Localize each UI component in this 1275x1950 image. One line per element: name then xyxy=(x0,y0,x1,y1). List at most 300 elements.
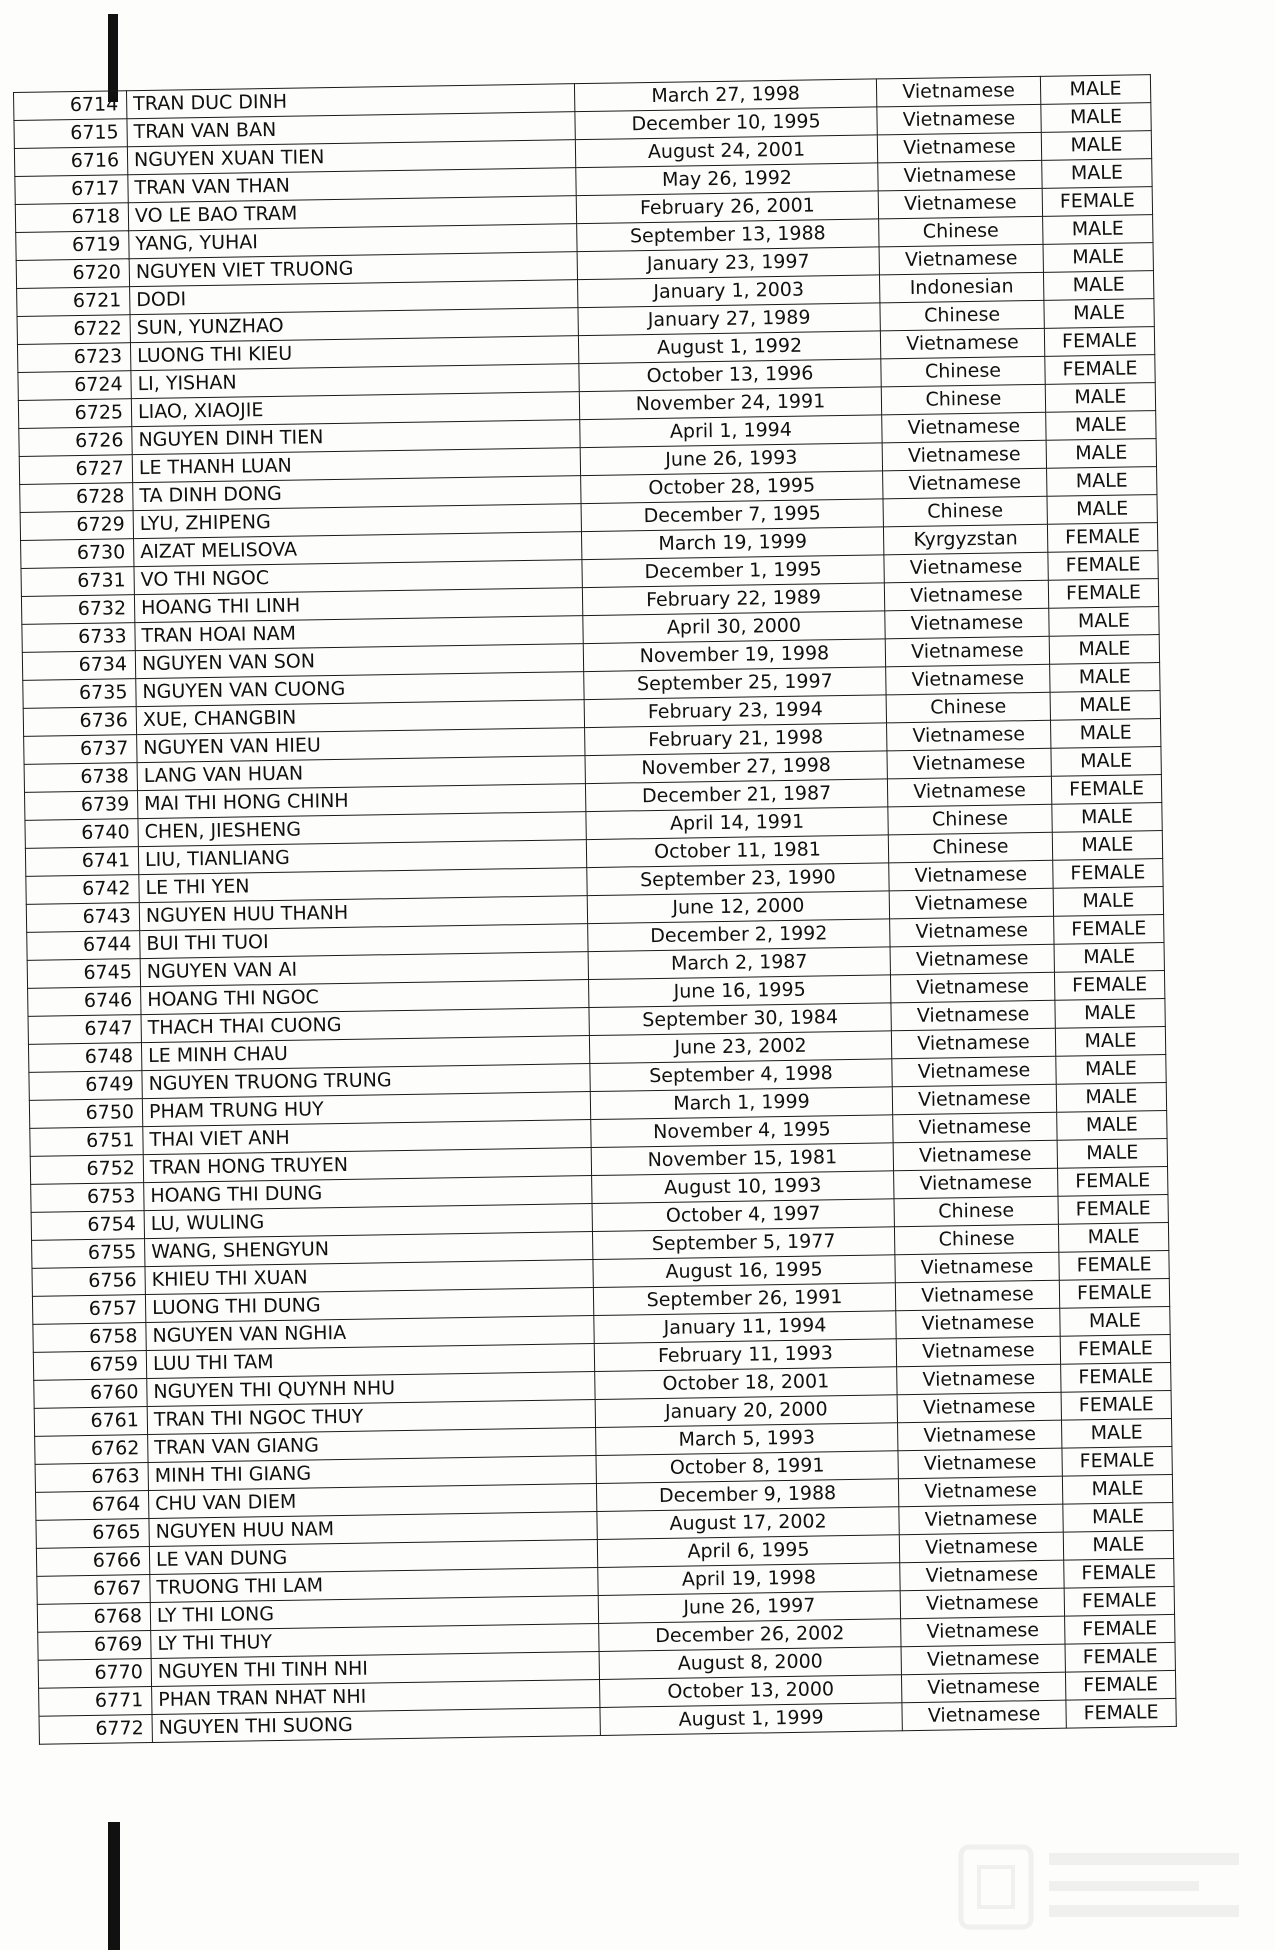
row-sex: MALE xyxy=(1061,1418,1171,1448)
row-nationality: Chinese xyxy=(888,832,1052,863)
row-sex: FEMALE xyxy=(1054,915,1164,945)
row-nationality: Vietnamese xyxy=(900,1588,1064,1619)
row-date-of-birth: March 19, 1999 xyxy=(581,527,883,560)
row-id: 6757 xyxy=(32,1295,145,1325)
row-nationality: Vietnamese xyxy=(900,1560,1064,1591)
row-sex: FEMALE xyxy=(1059,1250,1169,1280)
row-sex: MALE xyxy=(1047,495,1157,525)
row-name: LYU, ZHIPENG xyxy=(133,504,581,539)
row-date-of-birth: August 17, 2002 xyxy=(597,1507,899,1540)
row-nationality: Chinese xyxy=(894,1196,1058,1227)
row-date-of-birth: June 12, 2000 xyxy=(587,891,889,924)
row-date-of-birth: August 10, 1993 xyxy=(592,1171,894,1204)
row-name: TRUONG THI LAM xyxy=(150,1567,598,1602)
row-name: VO LE BAO TRAM xyxy=(128,196,576,231)
row-id: 6729 xyxy=(20,511,133,541)
row-sex: FEMALE xyxy=(1059,1278,1169,1308)
row-nationality: Vietnamese xyxy=(876,76,1040,107)
row-name: LUONG THI DUNG xyxy=(145,1288,593,1323)
row-name: NGUYEN VIET TRUONG xyxy=(129,252,577,287)
row-name: LY THI THUY xyxy=(151,1623,599,1658)
row-name: TRAN DUC DINH xyxy=(126,84,574,119)
row-id: 6726 xyxy=(19,427,132,457)
row-id: 6755 xyxy=(32,1239,145,1269)
row-nationality: Vietnamese xyxy=(896,1308,1060,1339)
row-nationality: Chinese xyxy=(883,496,1047,527)
row-date-of-birth: November 24, 1991 xyxy=(579,387,881,420)
row-name: NGUYEN DINH TIEN xyxy=(132,420,580,455)
row-name: TRAN VAN THAN xyxy=(128,168,576,203)
row-sex: FEMALE xyxy=(1064,1558,1174,1588)
row-date-of-birth: November 4, 1995 xyxy=(591,1115,893,1148)
row-nationality: Vietnamese xyxy=(898,1476,1062,1507)
row-name: XUE, CHANGBIN xyxy=(136,700,584,735)
row-sex: FEMALE xyxy=(1054,971,1164,1001)
row-date-of-birth: March 27, 1998 xyxy=(574,79,876,112)
row-nationality: Vietnamese xyxy=(891,1028,1055,1059)
row-nationality: Vietnamese xyxy=(901,1672,1065,1703)
row-nationality: Chinese xyxy=(886,692,1050,723)
row-sex: MALE xyxy=(1060,1306,1170,1336)
row-name: LUU THI TAM xyxy=(146,1344,594,1379)
row-id: 6725 xyxy=(18,399,131,429)
passenger-list-body xyxy=(14,75,1177,1745)
row-name: THACH THAI CUONG xyxy=(141,1008,589,1043)
row-sex: MALE xyxy=(1052,831,1162,861)
row-nationality: Vietnamese xyxy=(885,608,1049,639)
row-date-of-birth: September 26, 1991 xyxy=(593,1283,895,1316)
row-id: 6772 xyxy=(39,1715,152,1745)
row-name: LUONG THI KIEU xyxy=(130,336,578,371)
row-name: MINH THI GIANG xyxy=(148,1456,596,1491)
row-name: NGUYEN TRUONG TRUNG xyxy=(142,1064,590,1099)
row-nationality: Vietnamese xyxy=(901,1616,1065,1647)
row-date-of-birth: June 26, 1997 xyxy=(598,1591,900,1624)
row-date-of-birth: September 30, 1984 xyxy=(589,1003,891,1036)
row-sex: FEMALE xyxy=(1053,859,1163,889)
row-nationality: Vietnamese xyxy=(878,188,1042,219)
row-id: 6730 xyxy=(21,539,134,569)
row-name: HOANG THI DUNG xyxy=(144,1176,592,1211)
row-nationality: Vietnamese xyxy=(879,244,1043,275)
row-name: TRAN VAN GIANG xyxy=(148,1428,596,1463)
row-date-of-birth: October 4, 1997 xyxy=(592,1199,894,1232)
row-name: NGUYEN XUAN TIEN xyxy=(127,140,575,175)
row-name: NGUYEN THI TINH NHI xyxy=(151,1651,599,1686)
row-nationality: Vietnamese xyxy=(899,1532,1063,1563)
row-name: HOANG THI LINH xyxy=(134,588,582,623)
row-nationality: Vietnamese xyxy=(897,1392,1061,1423)
row-name: LE MINH CHAU xyxy=(141,1036,589,1071)
row-date-of-birth: June 16, 1995 xyxy=(589,975,891,1008)
row-date-of-birth: November 27, 1998 xyxy=(585,751,887,784)
row-sex: MALE xyxy=(1058,1222,1168,1252)
row-nationality: Vietnamese xyxy=(890,916,1054,947)
row-sex: MALE xyxy=(1057,1139,1167,1169)
row-name: DODI xyxy=(130,280,578,315)
row-sex: MALE xyxy=(1047,467,1157,497)
row-name: VO THI NGOC xyxy=(134,560,582,595)
row-nationality: Vietnamese xyxy=(889,860,1053,891)
row-name: NGUYEN VAN AI xyxy=(140,952,588,987)
row-date-of-birth: May 26, 1992 xyxy=(576,163,878,196)
row-name: PHAM TRUNG HUY xyxy=(142,1092,590,1127)
row-date-of-birth: August 24, 2001 xyxy=(575,135,877,168)
row-nationality: Vietnamese xyxy=(898,1420,1062,1451)
row-id: 6737 xyxy=(24,735,137,765)
row-name: TA DINH DONG xyxy=(133,476,581,511)
row-name: CHU VAN DIEM xyxy=(148,1484,596,1519)
row-name: LE THANH LUAN xyxy=(132,448,580,483)
row-date-of-birth: December 21, 1987 xyxy=(585,779,887,812)
row-sex: MALE xyxy=(1057,1111,1167,1141)
row-date-of-birth: August 1, 1992 xyxy=(578,331,880,364)
row-sex: FEMALE xyxy=(1058,1194,1168,1224)
row-date-of-birth: October 13, 2000 xyxy=(600,1675,902,1708)
row-nationality: Vietnamese xyxy=(877,132,1041,163)
row-nationality: Chinese xyxy=(880,300,1044,331)
row-id: 6747 xyxy=(28,1015,141,1045)
row-id: 6769 xyxy=(38,1631,151,1661)
row-name: LY THI LONG xyxy=(150,1595,598,1630)
row-id: 6715 xyxy=(14,119,127,149)
row-id: 6742 xyxy=(26,875,139,905)
row-sex: FEMALE xyxy=(1044,327,1154,357)
row-date-of-birth: October 8, 1991 xyxy=(596,1451,898,1484)
row-id: 6720 xyxy=(16,259,129,289)
row-nationality: Vietnamese xyxy=(887,776,1051,807)
row-date-of-birth: February 23, 1994 xyxy=(584,695,886,728)
row-date-of-birth: April 14, 1991 xyxy=(586,807,888,840)
row-id: 6762 xyxy=(35,1435,148,1465)
row-sex: MALE xyxy=(1040,75,1150,105)
row-nationality: Vietnamese xyxy=(901,1644,1065,1675)
row-id: 6714 xyxy=(14,91,127,121)
row-sex: FEMALE xyxy=(1065,1670,1175,1700)
row-id: 6719 xyxy=(16,231,129,261)
row-id: 6750 xyxy=(29,1099,142,1129)
row-nationality: Vietnamese xyxy=(885,636,1049,667)
row-date-of-birth: October 13, 1996 xyxy=(579,359,881,392)
row-date-of-birth: February 26, 2001 xyxy=(576,191,878,224)
row-sex: FEMALE xyxy=(1045,355,1155,385)
row-nationality: Vietnamese xyxy=(887,748,1051,779)
row-id: 6735 xyxy=(23,679,136,709)
row-id: 6724 xyxy=(18,371,131,401)
row-nationality: Vietnamese xyxy=(892,1084,1056,1115)
row-date-of-birth: June 23, 2002 xyxy=(589,1031,891,1064)
row-id: 6741 xyxy=(25,847,138,877)
row-id: 6736 xyxy=(23,707,136,737)
row-date-of-birth: October 11, 1981 xyxy=(586,835,888,868)
row-sex: MALE xyxy=(1052,803,1162,833)
row-date-of-birth: February 21, 1998 xyxy=(585,723,887,756)
row-nationality: Indonesian xyxy=(879,272,1043,303)
row-sex: MALE xyxy=(1054,943,1164,973)
scan-margin-mark-bottom xyxy=(108,1822,120,1950)
row-sex: MALE xyxy=(1045,383,1155,413)
row-id: 6754 xyxy=(31,1211,144,1241)
row-nationality: Chinese xyxy=(894,1224,1058,1255)
row-id: 6764 xyxy=(35,1491,148,1521)
row-sex: MALE xyxy=(1044,299,1154,329)
row-nationality: Vietnamese xyxy=(886,664,1050,695)
row-id: 6748 xyxy=(28,1043,141,1073)
row-sex: FEMALE xyxy=(1047,523,1157,553)
row-date-of-birth: January 23, 1997 xyxy=(577,247,879,280)
row-nationality: Vietnamese xyxy=(894,1168,1058,1199)
row-nationality: Vietnamese xyxy=(890,944,1054,975)
row-nationality: Vietnamese xyxy=(893,1140,1057,1171)
row-id: 6734 xyxy=(22,651,135,681)
row-date-of-birth: September 4, 1998 xyxy=(590,1059,892,1092)
row-date-of-birth: January 27, 1989 xyxy=(578,303,880,336)
row-date-of-birth: October 28, 1995 xyxy=(581,471,883,504)
row-sex: MALE xyxy=(1055,999,1165,1029)
row-id: 6721 xyxy=(17,287,130,317)
row-date-of-birth: December 10, 1995 xyxy=(575,107,877,140)
row-name: YANG, YUHAI xyxy=(129,224,577,259)
row-date-of-birth: December 7, 1995 xyxy=(581,499,883,532)
row-date-of-birth: September 23, 1990 xyxy=(587,863,889,896)
row-sex: FEMALE xyxy=(1062,1446,1172,1476)
row-nationality: Vietnamese xyxy=(891,1000,1055,1031)
row-sex: MALE xyxy=(1043,243,1153,273)
row-name: NGUYEN VAN SON xyxy=(135,644,583,679)
row-id: 6744 xyxy=(27,931,140,961)
row-nationality: Chinese xyxy=(881,356,1045,387)
row-sex: MALE xyxy=(1050,719,1160,749)
row-name: LIU, TIANLIANG xyxy=(138,840,586,875)
row-date-of-birth: December 2, 1992 xyxy=(588,919,890,952)
row-sex: MALE xyxy=(1050,691,1160,721)
row-date-of-birth: September 13, 1988 xyxy=(577,219,879,252)
row-sex: MALE xyxy=(1041,103,1151,133)
row-id: 6758 xyxy=(33,1323,146,1353)
row-sex: FEMALE xyxy=(1048,579,1158,609)
row-date-of-birth: April 6, 1995 xyxy=(597,1535,899,1568)
row-id: 6731 xyxy=(21,567,134,597)
row-name: LIAO, XIAOJIE xyxy=(131,392,579,427)
row-nationality: Vietnamese xyxy=(899,1504,1063,1535)
row-id: 6767 xyxy=(37,1575,150,1605)
row-name: MAI THI HONG CHINH xyxy=(137,784,585,819)
row-date-of-birth: April 1, 1994 xyxy=(580,415,882,448)
row-id: 6739 xyxy=(25,791,138,821)
row-date-of-birth: December 1, 1995 xyxy=(582,555,884,588)
row-date-of-birth: April 19, 1998 xyxy=(598,1563,900,1596)
row-sex: MALE xyxy=(1050,663,1160,693)
row-sex: MALE xyxy=(1051,747,1161,777)
row-id: 6765 xyxy=(36,1519,149,1549)
row-name: TRAN HOAI NAM xyxy=(135,616,583,651)
row-name: LE VAN DUNG xyxy=(149,1540,597,1575)
row-sex: FEMALE xyxy=(1065,1614,1175,1644)
row-name: THAI VIET ANH xyxy=(143,1120,591,1155)
row-date-of-birth: November 19, 1998 xyxy=(583,639,885,672)
row-nationality: Vietnamese xyxy=(883,468,1047,499)
scan-margin-mark-top xyxy=(108,14,118,102)
row-date-of-birth: December 26, 2002 xyxy=(599,1619,901,1652)
row-sex: MALE xyxy=(1042,159,1152,189)
row-id: 6760 xyxy=(34,1379,147,1409)
row-name: TRAN VAN BAN xyxy=(127,112,575,147)
row-sex: FEMALE xyxy=(1066,1698,1176,1728)
row-id: 6761 xyxy=(34,1407,147,1437)
row-id: 6753 xyxy=(31,1183,144,1213)
row-sex: MALE xyxy=(1056,1055,1166,1085)
row-id: 6728 xyxy=(20,483,133,513)
row-sex: MALE xyxy=(1043,271,1153,301)
row-nationality: Vietnamese xyxy=(880,328,1044,359)
row-id: 6746 xyxy=(28,987,141,1017)
row-sex: MALE xyxy=(1056,1083,1166,1113)
row-name: CHEN, JIESHENG xyxy=(138,812,586,847)
row-id: 6763 xyxy=(35,1463,148,1493)
row-sex: MALE xyxy=(1041,131,1151,161)
row-nationality: Vietnamese xyxy=(892,1056,1056,1087)
row-id: 6723 xyxy=(17,343,130,373)
row-nationality: Vietnamese xyxy=(882,440,1046,471)
row-id: 6745 xyxy=(27,959,140,989)
row-sex: MALE xyxy=(1063,1502,1173,1532)
row-sex: MALE xyxy=(1063,1530,1173,1560)
row-id: 6756 xyxy=(32,1267,145,1297)
row-name: LU, WULING xyxy=(144,1204,592,1239)
row-name: BUI THI TUOI xyxy=(140,924,588,959)
row-nationality: Vietnamese xyxy=(887,720,1051,751)
row-date-of-birth: April 30, 2000 xyxy=(583,611,885,644)
row-nationality: Vietnamese xyxy=(893,1112,1057,1143)
row-sex: MALE xyxy=(1053,887,1163,917)
row-name: SUN, YUNZHAO xyxy=(130,308,578,343)
row-date-of-birth: September 5, 1977 xyxy=(592,1227,894,1260)
row-nationality: Vietnamese xyxy=(896,1336,1060,1367)
row-sex: MALE xyxy=(1062,1474,1172,1504)
row-sex: MALE xyxy=(1049,635,1159,665)
row-nationality: Vietnamese xyxy=(884,580,1048,611)
row-name: NGUYEN THI SUONG xyxy=(152,1707,600,1742)
row-nationality: Vietnamese xyxy=(878,160,1042,191)
row-id: 6732 xyxy=(21,595,134,625)
row-nationality: Vietnamese xyxy=(889,888,1053,919)
row-nationality: Vietnamese xyxy=(882,412,1046,443)
row-name: AIZAT MELISOVA xyxy=(134,532,582,567)
row-name: NGUYEN HUU THANH xyxy=(139,896,587,931)
row-id: 6766 xyxy=(36,1547,149,1577)
row-name: LANG VAN HUAN xyxy=(137,756,585,791)
row-sex: FEMALE xyxy=(1058,1166,1168,1196)
row-date-of-birth: March 2, 1987 xyxy=(588,947,890,980)
row-sex: FEMALE xyxy=(1042,187,1152,217)
row-name: LE THI YEN xyxy=(139,868,587,903)
row-nationality: Vietnamese xyxy=(890,972,1054,1003)
row-id: 6771 xyxy=(39,1687,152,1717)
row-sex: FEMALE xyxy=(1065,1642,1175,1672)
row-date-of-birth: January 11, 1994 xyxy=(594,1311,896,1344)
row-nationality: Vietnamese xyxy=(895,1252,1059,1283)
row-date-of-birth: March 5, 1993 xyxy=(596,1423,898,1456)
row-sex: FEMALE xyxy=(1061,1390,1171,1420)
row-name: NGUYEN HUU NAM xyxy=(149,1512,597,1547)
row-name: TRAN HONG TRUYEN xyxy=(143,1148,591,1183)
row-sex: MALE xyxy=(1046,439,1156,469)
row-date-of-birth: March 1, 1999 xyxy=(590,1087,892,1120)
row-date-of-birth: August 8, 2000 xyxy=(599,1647,901,1680)
row-sex: MALE xyxy=(1055,1027,1165,1057)
row-date-of-birth: December 9, 1988 xyxy=(596,1479,898,1512)
row-sex: MALE xyxy=(1046,411,1156,441)
row-name: NGUYEN VAN HIEU xyxy=(137,728,585,763)
passenger-list-table xyxy=(13,74,1177,1745)
row-nationality: Chinese xyxy=(888,804,1052,835)
row-name: KHIEU THI XUAN xyxy=(145,1260,593,1295)
row-id: 6717 xyxy=(15,175,128,205)
row-id: 6743 xyxy=(26,903,139,933)
row-sex: MALE xyxy=(1043,215,1153,245)
row-name: LI, YISHAN xyxy=(131,364,579,399)
row-nationality: Chinese xyxy=(879,216,1043,247)
row-id: 6722 xyxy=(17,315,130,345)
row-nationality: Vietnamese xyxy=(897,1364,1061,1395)
row-id: 6718 xyxy=(15,203,128,233)
row-date-of-birth: June 26, 1993 xyxy=(580,443,882,476)
row-name: WANG, SHENGYUN xyxy=(145,1232,593,1267)
row-date-of-birth: January 1, 2003 xyxy=(578,275,880,308)
row-id: 6752 xyxy=(30,1155,143,1185)
row-sex: FEMALE xyxy=(1048,551,1158,581)
row-sex: MALE xyxy=(1049,607,1159,637)
row-date-of-birth: January 20, 2000 xyxy=(595,1395,897,1428)
row-id: 6727 xyxy=(19,455,132,485)
row-name: NGUYEN THI QUYNH NHU xyxy=(147,1372,595,1407)
row-date-of-birth: October 18, 2001 xyxy=(595,1367,897,1400)
row-date-of-birth: September 25, 1997 xyxy=(584,667,886,700)
row-id: 6738 xyxy=(24,763,137,793)
row-id: 6768 xyxy=(37,1603,150,1633)
row-id: 6770 xyxy=(38,1659,151,1689)
row-nationality: Vietnamese xyxy=(877,104,1041,135)
row-name: TRAN THI NGOC THUY xyxy=(147,1400,595,1435)
row-name: NGUYEN VAN NGHIA xyxy=(146,1316,594,1351)
row-date-of-birth: November 15, 1981 xyxy=(591,1143,893,1176)
row-nationality: Chinese xyxy=(881,384,1045,415)
row-name: PHAN TRAN NHAT NHI xyxy=(152,1679,600,1714)
row-date-of-birth: August 1, 1999 xyxy=(600,1703,902,1736)
row-sex: FEMALE xyxy=(1051,775,1161,805)
row-nationality: Vietnamese xyxy=(898,1448,1062,1479)
row-name: HOANG THI NGOC xyxy=(141,980,589,1015)
row-id: 6749 xyxy=(29,1071,142,1101)
row-id: 6759 xyxy=(33,1351,146,1381)
row-name: NGUYEN VAN CUONG xyxy=(136,672,584,707)
row-nationality: Vietnamese xyxy=(884,552,1048,583)
row-nationality: Vietnamese xyxy=(895,1280,1059,1311)
row-id: 6740 xyxy=(25,819,138,849)
row-sex: FEMALE xyxy=(1060,1334,1170,1364)
row-sex: FEMALE xyxy=(1064,1586,1174,1616)
row-date-of-birth: February 22, 1989 xyxy=(582,583,884,616)
row-id: 6751 xyxy=(30,1127,143,1157)
row-id: 6733 xyxy=(22,623,135,653)
row-id: 6716 xyxy=(14,147,127,177)
row-date-of-birth: August 16, 1995 xyxy=(593,1255,895,1288)
row-nationality: Vietnamese xyxy=(902,1700,1066,1731)
row-nationality: Kyrgyzstan xyxy=(883,524,1047,555)
watermark-logo-icon xyxy=(957,1841,1257,1936)
row-sex: FEMALE xyxy=(1061,1362,1171,1392)
row-date-of-birth: February 11, 1993 xyxy=(594,1339,896,1372)
